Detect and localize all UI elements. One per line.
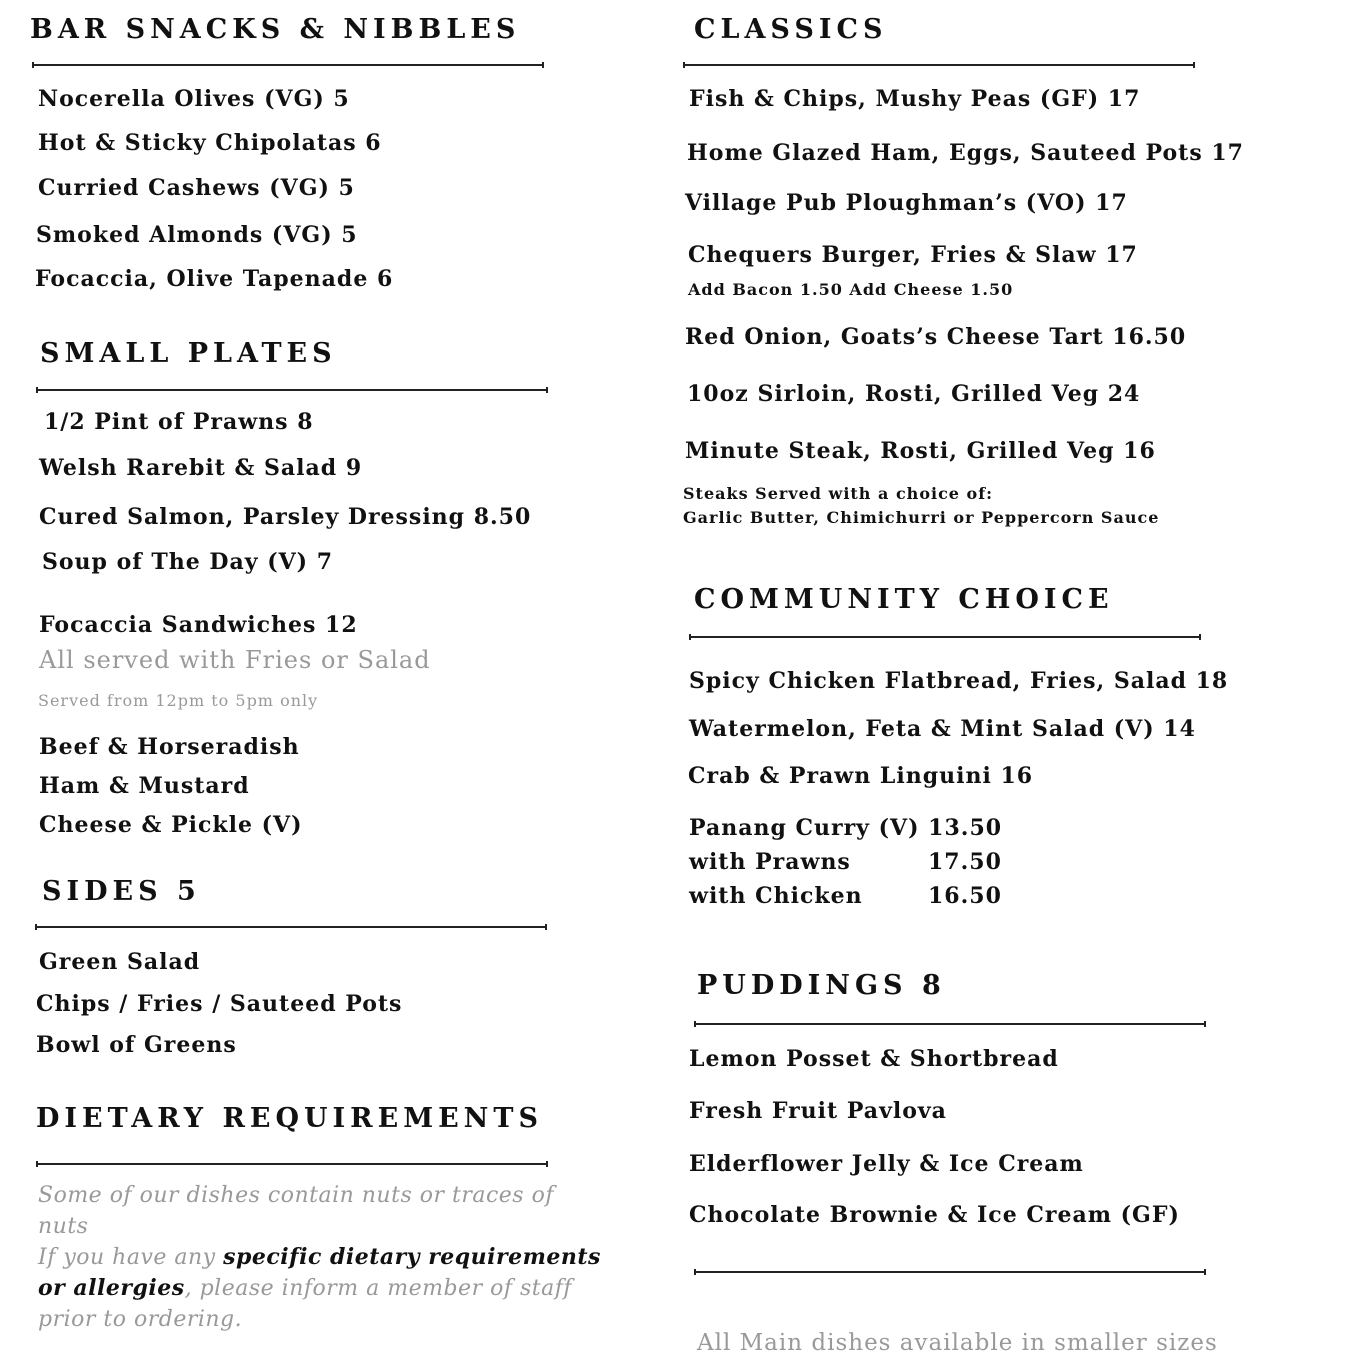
- curry-option-price: 16.50: [928, 883, 1002, 909]
- menu-item: Hot & Sticky Chipolatas 6: [38, 130, 382, 156]
- sandwiches-title: Focaccia Sandwiches 12: [39, 612, 358, 638]
- section-rule: [36, 389, 548, 391]
- small-plates-heading: SMALL PLATES: [40, 338, 337, 369]
- menu-item: Welsh Rarebit & Salad 9: [39, 455, 363, 481]
- dietary-line2-bold: specific dietary requirements or allergies: [38, 1244, 601, 1301]
- steak-sauces: Garlic Butter, Chimichurri or Peppercorn Sauce: [683, 508, 1160, 527]
- section-rule: [689, 636, 1201, 638]
- pudding-item: Chocolate Brownie & Ice Cream (GF): [689, 1202, 1180, 1228]
- bar-snacks-heading: BAR SNACKS & NIBBLES: [30, 14, 521, 45]
- dietary-text: [38, 1180, 603, 1335]
- dietary-line2-post: , please inform a member of staff prior to ordering.: [38, 1276, 572, 1332]
- section-rule: [36, 1163, 548, 1165]
- menu-item: Red Onion, Goats’s Cheese Tart 16.50: [685, 324, 1187, 350]
- pudding-item: Fresh Fruit Pavlova: [689, 1098, 947, 1124]
- side-item: Green Salad: [39, 949, 201, 975]
- menu-item: Fish & Chips, Mushy Peas (GF) 17: [689, 86, 1141, 112]
- pudding-item: Lemon Posset & Shortbread: [689, 1046, 1059, 1072]
- menu-item: Village Pub Ploughman’s (VO) 17: [685, 190, 1128, 216]
- menu-item: Home Glazed Ham, Eggs, Sauteed Pots 17: [687, 140, 1244, 166]
- menu-item: Curried Cashews (VG) 5: [38, 175, 355, 201]
- menu-item: Soup of The Day (V) 7: [42, 549, 334, 575]
- menu-item: Watermelon, Feta & Mint Salad (V) 14: [689, 716, 1196, 742]
- menu-item: Chequers Burger, Fries & Slaw 17: [688, 242, 1138, 268]
- puddings-heading: PUDDINGS 8: [697, 970, 946, 1001]
- menu-item: Spicy Chicken Flatbread, Fries, Salad 18: [689, 668, 1229, 694]
- side-item: Chips / Fries / Sauteed Pots: [36, 991, 403, 1017]
- curry-option-label: with Chicken: [689, 883, 863, 909]
- sandwich-item: Beef & Horseradish: [39, 734, 300, 760]
- section-rule: [35, 926, 547, 928]
- side-item: Bowl of Greens: [36, 1032, 237, 1058]
- menu-item: 10oz Sirloin, Rosti, Grilled Veg 24: [687, 381, 1141, 407]
- community-heading: COMMUNITY CHOICE: [694, 584, 1114, 615]
- section-rule: [694, 1023, 1206, 1025]
- dietary-line2-pre: If you have any: [38, 1245, 224, 1270]
- dietary-line1: Some of our dishes contain nuts or traces of nuts: [38, 1183, 554, 1239]
- sandwich-item: Cheese & Pickle (V): [39, 812, 303, 838]
- curry-option-label: with Prawns: [689, 849, 851, 875]
- sandwich-item: Ham & Mustard: [39, 773, 250, 799]
- curry-option-price: 17.50: [928, 849, 1002, 875]
- sandwiches-time: Served from 12pm to 5pm only: [38, 691, 319, 710]
- menu-item: Nocerella Olives (VG) 5: [38, 86, 350, 112]
- classics-heading: CLASSICS: [694, 14, 888, 45]
- burger-addons: Add Bacon 1.50 Add Cheese 1.50: [688, 280, 1014, 299]
- menu-item: Cured Salmon, Parsley Dressing 8.50: [39, 504, 532, 530]
- menu-item: Minute Steak, Rosti, Grilled Veg 16: [685, 438, 1156, 464]
- section-rule: [683, 64, 1195, 66]
- sandwiches-note: All served with Fries or Salad: [39, 646, 431, 674]
- menu-item: Smoked Almonds (VG) 5: [36, 222, 358, 248]
- menu-item: Focaccia, Olive Tapenade 6: [35, 266, 394, 292]
- sides-heading: SIDES 5: [42, 876, 201, 907]
- steak-note: Steaks Served with a choice of:: [683, 484, 994, 503]
- section-rule: [694, 1271, 1206, 1273]
- section-rule: [32, 64, 544, 66]
- menu-item: 1/2 Pint of Prawns 8: [44, 409, 314, 435]
- dietary-heading: DIETARY REQUIREMENTS: [36, 1103, 543, 1134]
- pudding-item: Elderflower Jelly & Ice Cream: [689, 1151, 1084, 1177]
- menu-item: Panang Curry (V) 13.50: [689, 815, 1003, 841]
- footer-note: All Main dishes available in smaller sizes: [697, 1330, 1218, 1356]
- menu-item: Crab & Prawn Linguini 16: [688, 763, 1034, 789]
